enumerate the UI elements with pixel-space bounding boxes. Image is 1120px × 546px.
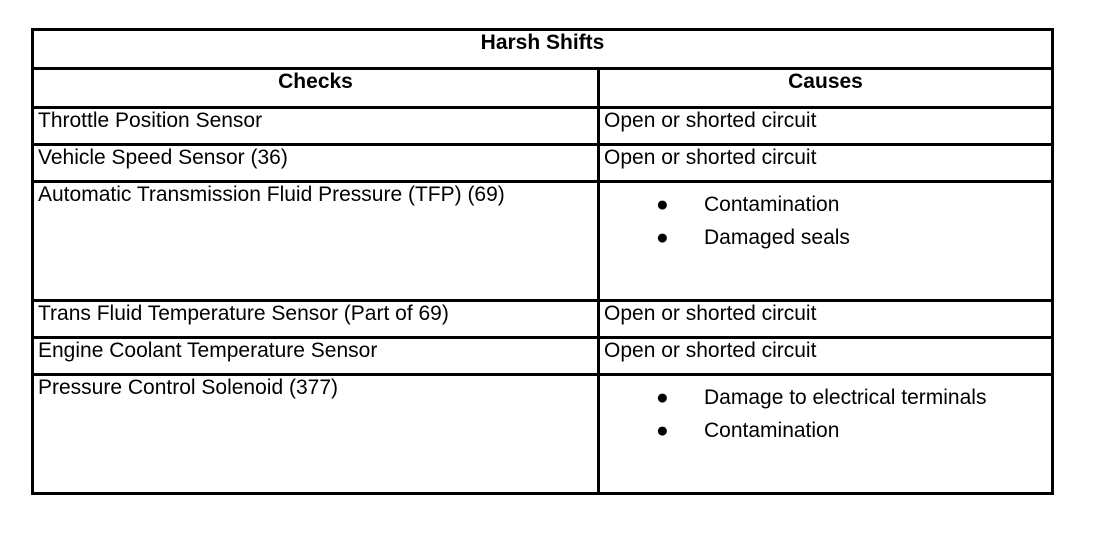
bullet-icon: ● [656,386,669,409]
check-cell: Throttle Position Sensor [33,108,599,145]
cause-text: Contamination [704,193,840,216]
table-row [33,182,1053,301]
table-row [33,108,1053,145]
list-item [604,419,1047,452]
table-row [33,375,1053,494]
header-row [33,69,1053,108]
check-cell: Automatic Transmission Fluid Pressure (TFP) (69) [33,182,599,301]
cause-text: Contamination [704,419,840,442]
table-title: Harsh Shifts [33,30,1053,69]
cause-list [604,386,1047,452]
check-cell: Engine Coolant Temperature Sensor [33,338,599,375]
cause-text: Damage to electrical terminals [704,386,987,409]
bullet-icon: ● [656,226,669,249]
table-row [33,338,1053,375]
check-cell: Vehicle Speed Sensor (36) [33,145,599,182]
list-item [604,386,1047,419]
harsh-shifts-table [31,28,1054,495]
check-cell: Trans Fluid Temperature Sensor (Part of 69) [33,301,599,338]
column-header-causes: Causes [599,69,1053,108]
cause-cell [599,375,1053,494]
list-item [604,193,1047,226]
table-title-row [33,30,1053,69]
cause-cell [599,182,1053,301]
bullet-icon: ● [656,193,669,216]
list-item [604,226,1047,259]
bullet-icon: ● [656,419,669,442]
table-row [33,145,1053,182]
cause-cell: Open or shorted circuit [599,301,1053,338]
table-row [33,301,1053,338]
check-cell: Pressure Control Solenoid (377) [33,375,599,494]
cause-list [604,193,1047,259]
column-header-checks: Checks [33,69,599,108]
cause-cell: Open or shorted circuit [599,108,1053,145]
cause-text: Damaged seals [704,226,850,249]
cause-cell: Open or shorted circuit [599,338,1053,375]
cause-cell: Open or shorted circuit [599,145,1053,182]
